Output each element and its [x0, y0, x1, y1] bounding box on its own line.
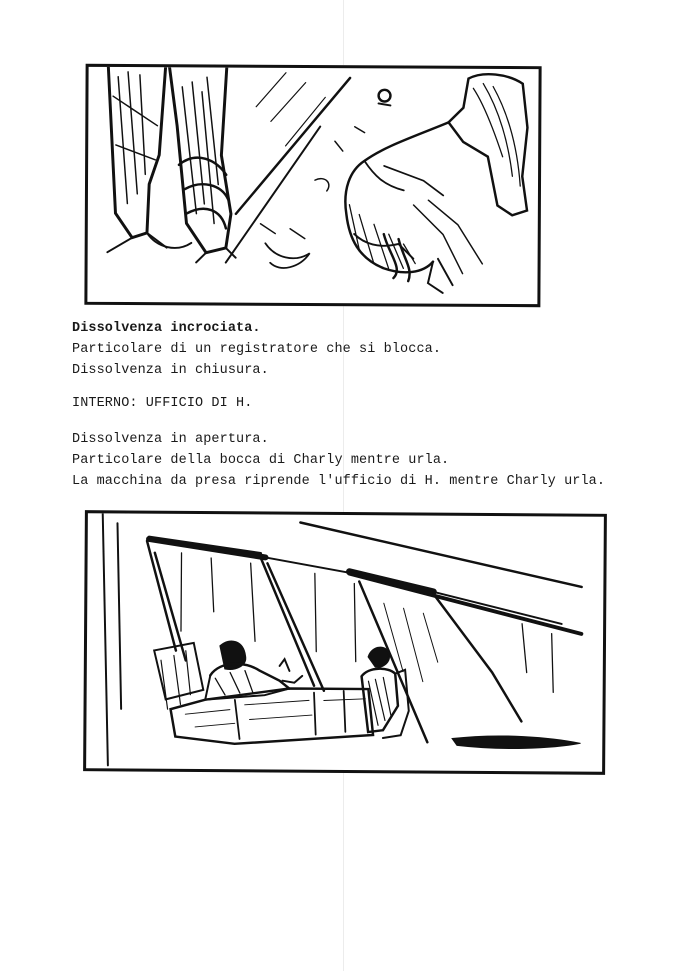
script-line-dissolve-cross: Dissolvenza incrociata.: [72, 321, 261, 336]
scene-heading: INTERNO: UFFICIO DI H.: [72, 396, 253, 411]
script-line-camera-office: La macchina da presa riprende l'ufficio di H. mentre Charly urla.: [72, 474, 606, 489]
script-block-action: [72, 429, 605, 492]
script-block-transition: [72, 318, 441, 381]
storyboard-panel-1: [84, 64, 541, 307]
script-line-fade-out: Dissolvenza in chiusura.: [72, 363, 269, 378]
script-line-fade-in: Dissolvenza in apertura.: [72, 432, 269, 447]
storyboard-panel-2: [83, 510, 607, 775]
sketch-legs-and-hand: [87, 67, 538, 304]
script-line-mouth-detail: Particolare della bocca di Charly mentre urla.: [72, 453, 450, 468]
script-line-recorder-detail: Particolare di un registratore che si blocca.: [72, 342, 442, 357]
script-block-scene: [72, 393, 252, 414]
sketch-office-desk: [86, 513, 604, 772]
